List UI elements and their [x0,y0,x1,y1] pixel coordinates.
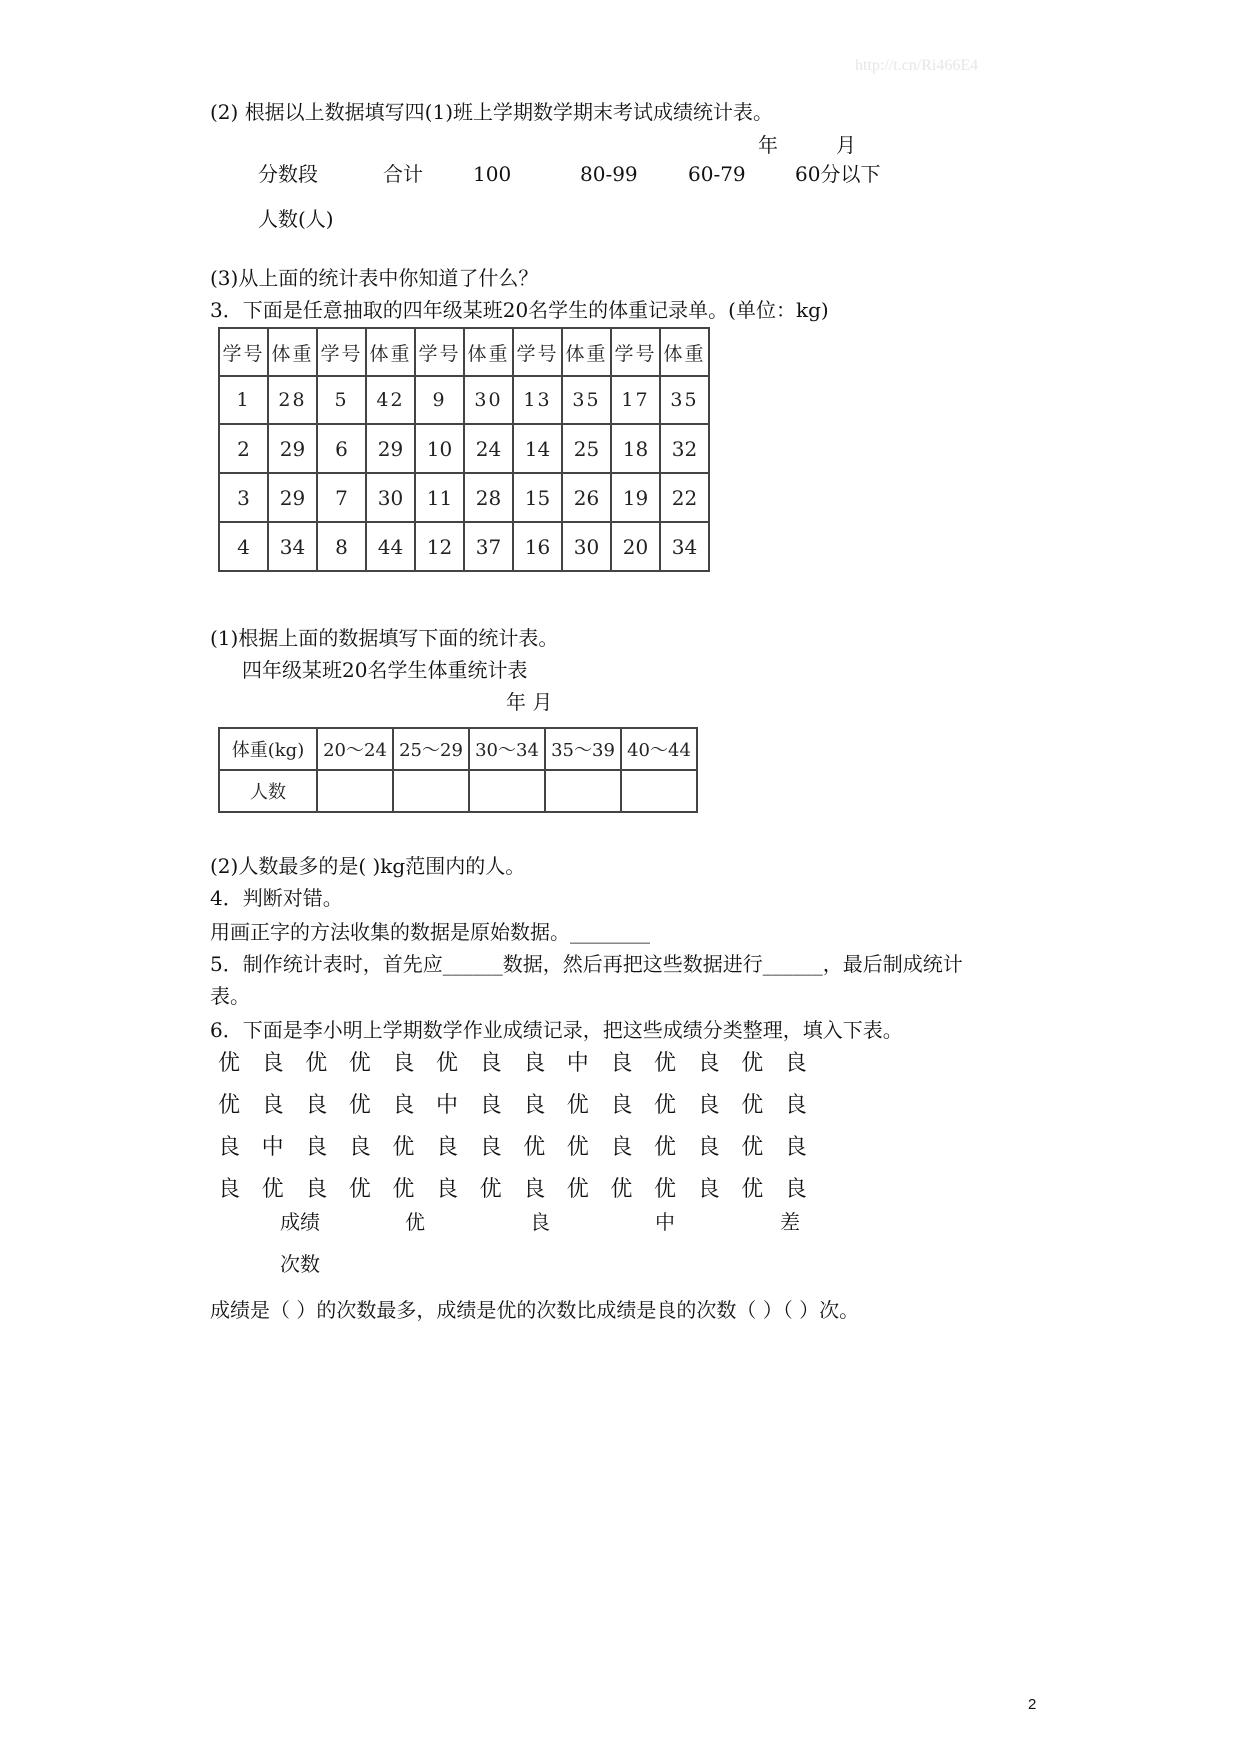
table-cell: 17 [611,376,660,424]
grade-mark: 优 [348,1093,371,1118]
table-cell: 7 [317,473,366,522]
table-cell: 32 [660,424,709,473]
question-5: 5．制作统计表时，首先应______数据，然后再把这些数据进行______，最后制成统计 [210,952,963,976]
table-cell: 26 [562,473,611,522]
table-cell: 25 [562,424,611,473]
table-cell: 12 [415,522,464,571]
grade-mark: 良 [261,1051,284,1076]
header-cell: 体重 [660,328,709,376]
grade-mark: 良 [218,1177,241,1202]
grade-mark: 良 [348,1135,371,1160]
table-row [219,376,709,424]
header-cell: 学号 [219,328,268,376]
count-label: 次数 [280,1252,320,1276]
table-cell: 37 [464,522,513,571]
grade-mark: 良 [479,1051,502,1076]
header-cell: 学号 [317,328,366,376]
answer-cell[interactable] [545,770,621,812]
grade-header: 中 [655,1210,675,1234]
grade-mark: 良 [436,1135,459,1160]
month-label: 月 [836,133,856,157]
table-cell: 35 [562,376,611,424]
table-cell: 1 [219,376,268,424]
table-cell: 29 [268,424,317,473]
table-cell: 2 [219,424,268,473]
table-cell: 13 [513,376,562,424]
grade-mark: 良 [784,1135,807,1160]
table-row [219,424,709,473]
date-label: 年 月 [506,690,553,714]
grade-mark: 优 [654,1093,677,1118]
table-cell: 29 [268,473,317,522]
table-row [219,522,709,571]
grade-mark: 良 [610,1051,633,1076]
grade-header: 差 [780,1210,800,1234]
grade-mark: 良 [697,1051,720,1076]
grade-mark: 良 [697,1093,720,1118]
grade-mark: 良 [218,1135,241,1160]
grade-mark: 良 [523,1093,546,1118]
grade-mark: 良 [610,1093,633,1118]
table-cell: 20 [611,522,660,571]
table-cell: 3 [219,473,268,522]
question-3-2: (2)人数最多的是( )kg范围内的人。 [210,854,526,878]
grade-mark: 良 [784,1093,807,1118]
table-cell: 10 [415,424,464,473]
table-cell: 22 [660,473,709,522]
table-cell: 24 [464,424,513,473]
grade-mark: 优 [523,1135,546,1160]
grade-header: 良 [530,1210,550,1234]
grade-mark: 优 [261,1177,284,1202]
table-cell: 5 [317,376,366,424]
table-cell: 14 [513,424,562,473]
header-cell: 20～24 [317,728,393,770]
table-cell: 11 [415,473,464,522]
answer-cell[interactable] [621,770,697,812]
grade-mark: 优 [566,1177,589,1202]
grade-mark: 优 [566,1135,589,1160]
score-header: 80-99 [580,162,638,186]
grade-mark: 优 [305,1051,328,1076]
score-header: 60分以下 [795,162,881,186]
answer-cell[interactable] [393,770,469,812]
header-cell: 学号 [513,328,562,376]
question-6: 6．下面是李小明上学期数学作业成绩记录，把这些成绩分类整理，填入下表。 [210,1018,903,1042]
table-cell: 16 [513,522,562,571]
question-4-statement: 用画正字的方法收集的数据是原始数据。________ [210,920,650,944]
score-header: 合计 [383,162,423,186]
grade-mark: 良 [305,1135,328,1160]
table-cell: 6 [317,424,366,473]
grade-mark: 优 [566,1093,589,1118]
table-cell: 30 [562,522,611,571]
score-header: 60-79 [688,162,746,186]
grade-mark: 优 [218,1051,241,1076]
table-cell: 8 [317,522,366,571]
table-cell: 34 [268,522,317,571]
table-cell: 30 [464,376,513,424]
header-cell: 体重 [268,328,317,376]
header-cell: 40～44 [621,728,697,770]
grade-mark: 优 [348,1051,371,1076]
question-4: 4．判断对错。 [210,886,343,910]
page-number: 2 [1028,1696,1037,1713]
grade-mark: 良 [436,1177,459,1202]
table-cell: 28 [268,376,317,424]
table-cell: 4 [219,522,268,571]
grade-mark: 优 [436,1051,459,1076]
header-cell: 体重 [464,328,513,376]
table-cell: 28 [464,473,513,522]
header-cell: 体重 [562,328,611,376]
grade-mark: 良 [784,1051,807,1076]
table-cell: 19 [611,473,660,522]
grade-header: 优 [405,1210,425,1234]
table-cell: 29 [366,424,415,473]
grade-mark: 优 [741,1051,764,1076]
table-row [219,473,709,522]
grade-mark: 良 [697,1135,720,1160]
grade-mark: 良 [523,1177,546,1202]
question-3-1: (1)根据上面的数据填写下面的统计表。 [210,626,559,650]
grade-mark: 优 [479,1177,502,1202]
score-header: 分数段 [258,162,318,186]
question-2-3: (3)从上面的统计表中你知道了什么？ [210,266,539,290]
question-5-cont: 表。 [210,984,250,1008]
header-cell: 30～34 [469,728,545,770]
table-cell: 44 [366,522,415,571]
header-cell: 35～39 [545,728,621,770]
question-2-2: (2) 根据以上数据填写四(1)班上学期数学期末考试成绩统计表。 [210,100,774,124]
header-cell: 学号 [415,328,464,376]
table-header-row [219,328,709,376]
grade-mark: 优 [610,1177,633,1202]
row-label: 人数 [219,770,317,812]
stat-table-title: 四年级某班20名学生体重统计表 [242,658,528,682]
grade-mark: 中 [566,1051,589,1076]
grade-mark: 良 [610,1135,633,1160]
grade-mark: 中 [436,1093,459,1118]
watermark: http://t.cn/Ri466E4 [855,57,979,74]
question-3: 3．下面是任意抽取的四年级某班20名学生的体重记录单。(单位：kg) [210,298,829,322]
grade-mark: 良 [305,1093,328,1118]
grade-mark: 优 [741,1135,764,1160]
grade-mark: 优 [392,1135,415,1160]
grade-mark: 良 [784,1177,807,1202]
grade-mark: 良 [523,1051,546,1076]
header-cell: 25～29 [393,728,469,770]
weight-record-table [218,327,710,572]
header-cell: 学号 [611,328,660,376]
grade-mark: 优 [741,1177,764,1202]
grade-mark: 优 [741,1093,764,1118]
year-label: 年 [758,133,778,157]
table-cell: 9 [415,376,464,424]
grade-mark: 优 [392,1177,415,1202]
answer-cell[interactable] [317,770,393,812]
table-cell: 15 [513,473,562,522]
table-cell: 42 [366,376,415,424]
grade-mark: 良 [697,1177,720,1202]
table-cell: 30 [366,473,415,522]
count-label: 人数(人) [258,207,334,231]
grade-mark: 优 [218,1093,241,1118]
grade-mark: 良 [392,1093,415,1118]
grade-mark: 良 [305,1177,328,1202]
score-header: 100 [473,162,512,186]
grade-mark: 优 [654,1051,677,1076]
grade-mark: 优 [348,1177,371,1202]
header-cell: 体重 [366,328,415,376]
answer-cell[interactable] [469,770,545,812]
header-cell: 体重(kg) [219,728,317,770]
grade-mark: 优 [654,1177,677,1202]
grade-mark: 良 [261,1093,284,1118]
grade-mark: 中 [261,1135,284,1160]
grade-mark: 优 [654,1135,677,1160]
question-6-answer: 成绩是（ ）的次数最多，成绩是优的次数比成绩是良的次数（ ）（ ）次。 [210,1298,860,1322]
weight-stat-table [218,727,698,813]
grade-mark: 良 [479,1135,502,1160]
table-cell: 18 [611,424,660,473]
table-cell: 34 [660,522,709,571]
table-cell: 35 [660,376,709,424]
grade-mark: 良 [392,1051,415,1076]
grade-mark: 良 [479,1093,502,1118]
grade-header: 成绩 [280,1210,320,1234]
